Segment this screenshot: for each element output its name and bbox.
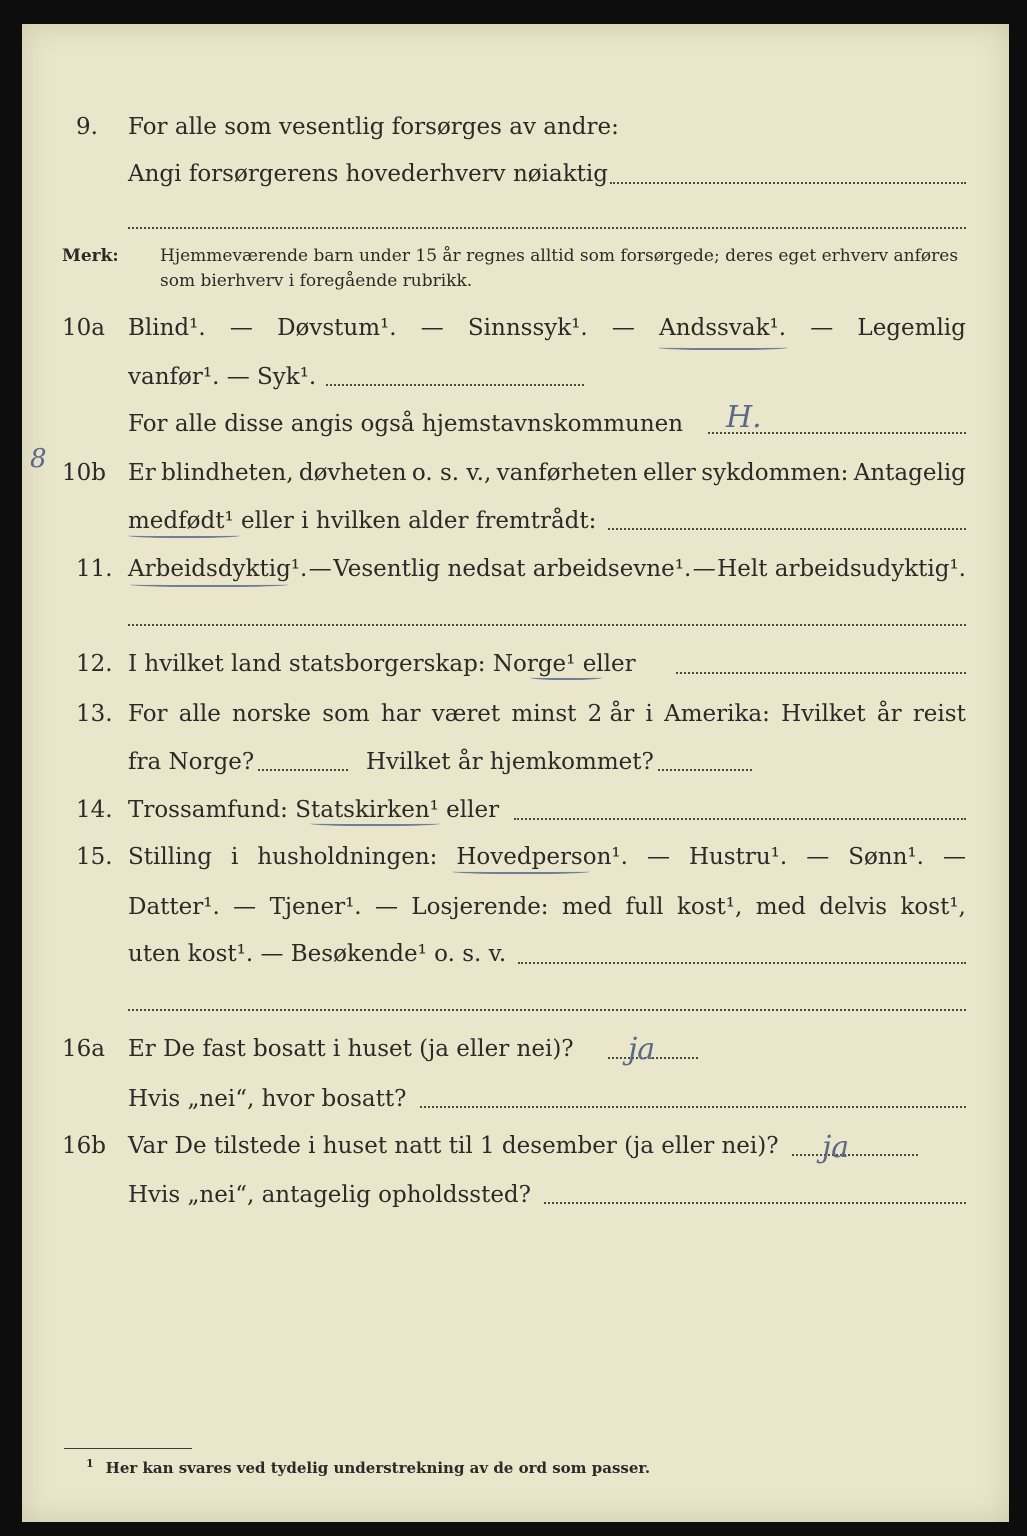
q10a-line2: vanfør¹. — Syk¹. [128,364,317,390]
dash: — [229,315,253,341]
option-hustru[interactable]: Hustru¹. [688,844,788,870]
q9-answer-field[interactable] [610,182,966,184]
dash: — [646,844,670,870]
q11-field[interactable] [128,624,966,626]
word: Stilling [128,844,212,870]
q15-number: 15. [76,844,113,870]
q14-number: 14. [76,797,113,823]
option-vanforheten[interactable]: vanførheten [496,460,638,486]
q15-line3: uten kost¹. — Besøkende¹ o. s. v. [128,941,507,967]
option-andssvak[interactable]: Andssvak¹. [659,315,787,341]
q16a-bosatt-field[interactable] [420,1106,966,1108]
q16b-line2: Hvis „nei“, antagelig opholdssted? [128,1182,531,1208]
q10b-line1 [128,460,966,486]
dash: — [611,315,635,341]
word: Hvilket [781,701,866,727]
option-blind[interactable]: Blind¹. [128,315,206,341]
footnote-rule [64,1448,192,1449]
word: o. s. v., [411,460,492,486]
word: Amerika: [664,701,770,727]
q16b-opholdssted-field[interactable] [544,1202,966,1204]
q12-number: 12. [76,651,113,677]
word: alle [178,701,221,727]
q13-line1 [128,701,966,727]
footnote-marker: 1 [86,1457,94,1470]
word: Losjerende: [411,894,549,920]
arbeidsdyktig-underline-mark [130,581,288,587]
dash: — [308,556,332,582]
word: været [431,701,501,727]
q12-field[interactable] [676,672,966,674]
footnote [86,1457,650,1477]
q16a-line2: Hvis „nei“, hvor bosatt? [128,1086,407,1112]
census-form-page [22,24,1009,1522]
q16b-field[interactable] [792,1154,918,1156]
q16a-handwritten-answer: ja [628,1032,656,1067]
option-sonn[interactable]: Sønn¹. [848,844,924,870]
q10b-number: 10b [62,460,106,486]
dash: — [375,894,398,920]
merk-label: Merk: [62,246,119,266]
word: 2 år [587,701,635,727]
q10b-margin-mark: 8 [30,444,47,474]
option-delvis-kost[interactable]: kost¹, [900,894,966,920]
word: husholdningen: [257,844,438,870]
q15-field-2[interactable] [128,1009,966,1011]
word: delvis [819,894,888,920]
word: eller [642,460,696,486]
word: år [876,701,902,727]
word: i [230,844,239,870]
medfodt-underline-mark [128,532,240,538]
dash: — [806,844,830,870]
q12-line1: I hvilket land statsborgerskap: Norge¹ eller [128,651,636,677]
q10b-alder-field[interactable] [608,528,966,530]
option-arbeidsdyktig[interactable]: Arbeidsdyktig¹. [128,556,308,582]
dash: — [810,315,834,341]
word: full [625,894,664,920]
andssvak-underline-mark [658,344,788,350]
statskirken-underline-mark [310,820,440,826]
dash: — [420,315,444,341]
q10a-line1 [128,315,966,341]
option-datter[interactable]: Datter¹. [128,894,220,920]
word: som [322,701,370,727]
word: har [380,701,421,727]
q10a-syk-field[interactable] [326,384,584,386]
option-nedsat-arbeidsevne[interactable]: Vesentlig nedsat arbeidsevne¹. [333,556,692,582]
footnote-text: Her kan svares ved tydelig understrekning av de ord som passer. [105,1459,651,1477]
q14-line1: Trossamfund: Statskirken¹ eller [128,797,500,823]
word: med [561,894,613,920]
q13-reist-field[interactable] [258,769,348,771]
hovedperson-underline-mark [452,868,590,874]
word: med [755,894,806,920]
option-sykdommen[interactable]: sykdommen: [701,460,849,486]
q13-line2b: Hvilket år hjemkommet? [366,749,654,775]
word: norske [232,701,312,727]
option-arbeidsudyktig[interactable]: Helt arbeidsudyktig¹. [717,556,966,582]
q9-line2: Angi forsørgerens hovederhverv nøiaktig [128,161,608,187]
q10a-line3: For alle disse angis også hjemstavnskommunen [128,411,684,437]
word: reist [912,701,966,727]
q16a-number: 16a [62,1036,105,1062]
q15-field[interactable] [518,962,966,964]
word: For [128,701,168,727]
dash: — [942,844,966,870]
q9-answer-field-2[interactable] [128,227,966,229]
option-dovstum[interactable]: Døvstum¹. [277,315,397,341]
word: Er [128,460,156,486]
norge-underline-mark [530,674,602,680]
q10a-handwritten-answer: H. [726,400,762,435]
q16b-line1: Var De tilstede i huset natt til 1 desember (ja eller nei)? [128,1133,779,1159]
dash: — [233,894,257,920]
q9-line1: For alle som vesentlig forsørges av andre: [128,114,619,140]
q13-line2a: fra Norge? [128,749,255,775]
q13-hjemkommet-field[interactable] [658,769,752,771]
merk-text: Hjemmeværende barn under 15 år regnes alltid som forsørgede; deres eget erhverv anføres som bierhverv i foregående rubrikk. [160,246,959,291]
option-full-kost[interactable]: kost¹, [676,894,743,920]
option-tjener[interactable]: Tjener¹. [269,894,362,920]
q15-line2 [128,894,966,920]
q16a-line1: Er De fast bosatt i huset (ja eller nei)? [128,1036,574,1062]
option-blindheten[interactable]: blindheten, [161,460,294,486]
word: minst [511,701,577,727]
q16b-number: 16b [62,1133,106,1159]
q11-line1 [128,556,966,582]
q13-number: 13. [76,701,113,727]
q10a-number: 10a [62,315,105,341]
word: Antagelig [853,460,966,486]
option-dovheten[interactable]: døvheten [298,460,407,486]
option-hovedperson[interactable]: Hovedperson¹. [456,844,628,870]
q9-number: 9. [76,114,98,140]
q14-field[interactable] [514,818,966,820]
dash: — [692,556,716,582]
q16b-handwritten-answer: ja [822,1130,850,1165]
q10b-line2: medfødt¹ eller i hvilken alder fremtrådt: [128,508,597,534]
q15-line1 [128,844,966,870]
q11-number: 11. [76,556,113,582]
option-legemlig[interactable]: Legemlig [857,315,966,341]
option-sinnssyk[interactable]: Sinnssyk¹. [467,315,588,341]
word: i [645,701,653,727]
